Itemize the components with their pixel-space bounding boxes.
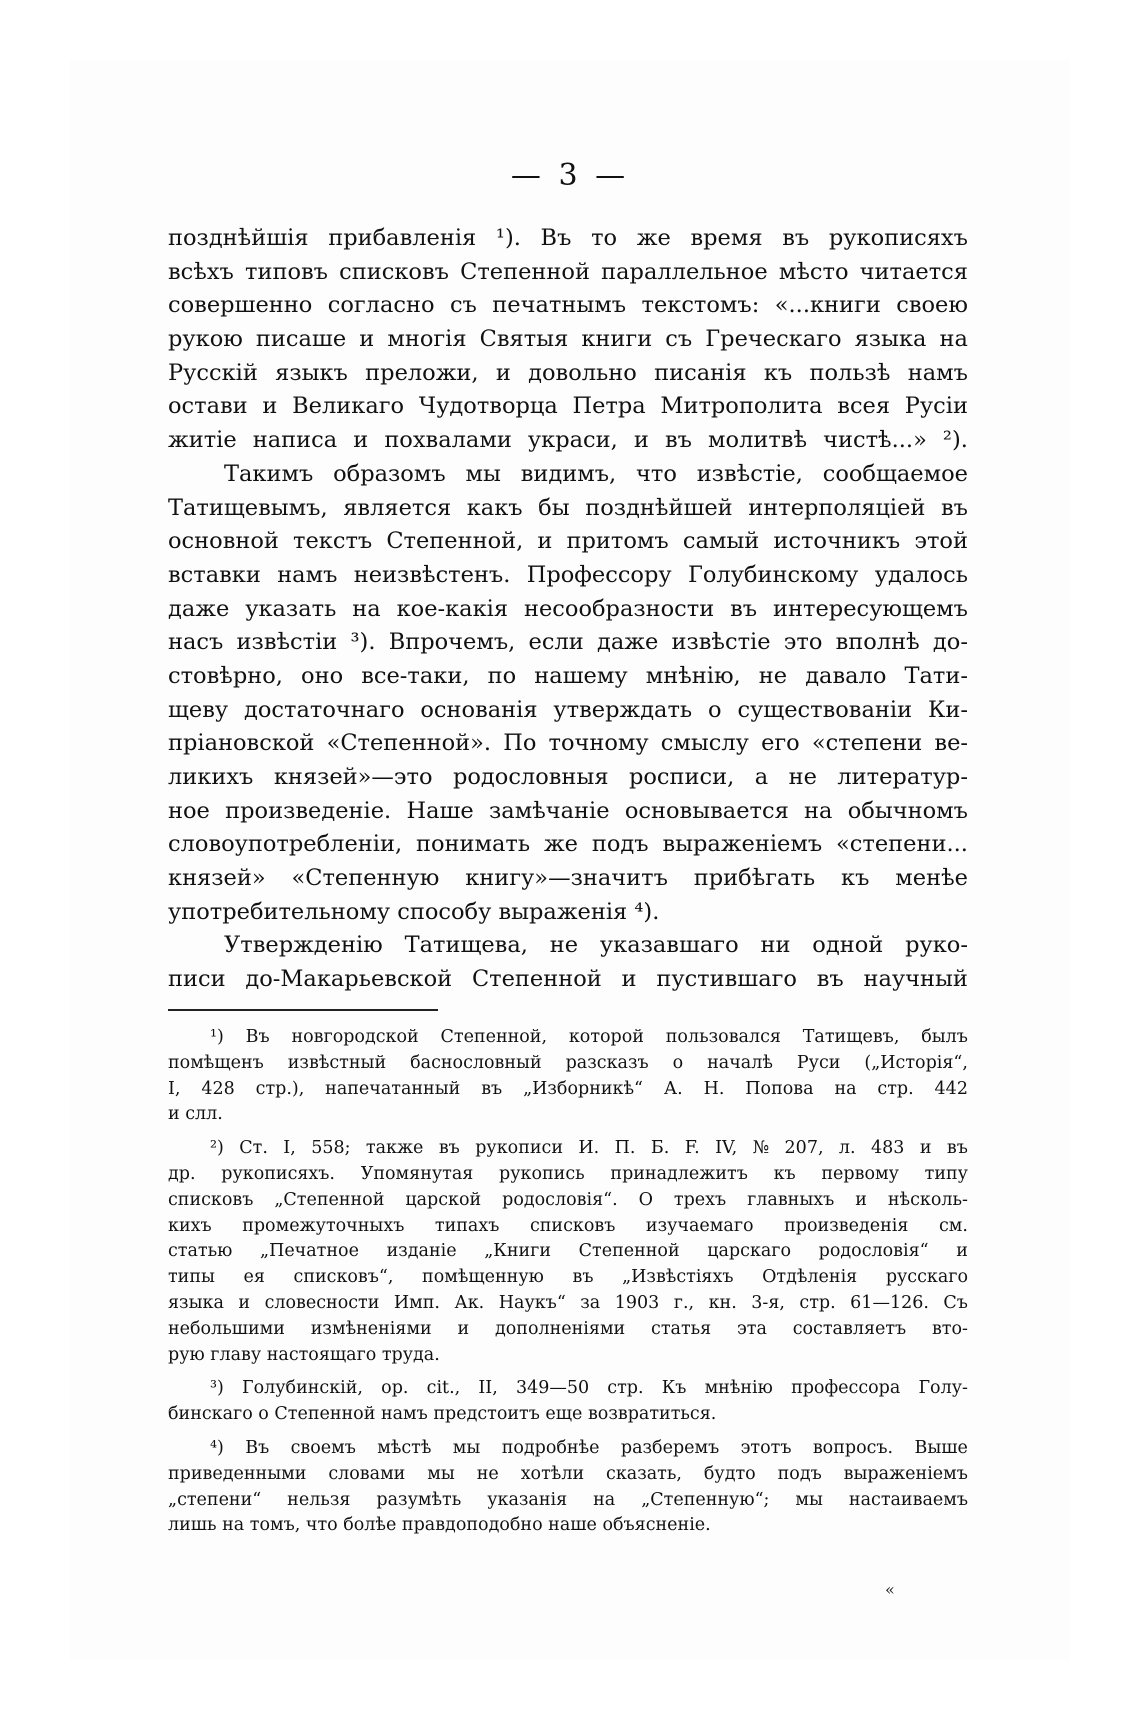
footnote-line: и слл.: [168, 1104, 223, 1125]
text-line: позднѣйшія прибавленія ¹). Въ то же время въ рукописяхъ: [168, 225, 968, 251]
text-line: словоупотребленіи, понимать же подъ выраженіемъ «степени...: [168, 831, 968, 858]
text-line: писи до-Макарьевской Степенной и пустившаго въ научный: [168, 966, 968, 993]
text-line: стовѣрно, оно все-таки, по нашему мнѣнію, не давало Тати-: [168, 662, 968, 689]
footnote-line: ²) Ст. I, 558; также въ рукописи И. П. Б. F. IV, № 207, л. 483 и въ: [210, 1138, 968, 1159]
text-line: пріановской «Степенной». По точному смыслу его «степени ве-: [168, 730, 968, 757]
text-line: рукою писаше и многія Святыя книги съ Греческаго языка на: [168, 326, 968, 353]
text-line: насъ извѣстіи ³). Впрочемъ, если даже извѣстіе это вполнѣ до-: [168, 629, 968, 656]
footnote-line: статью „Печатное изданіе „Книги Степенной царскаго родословія“ и: [168, 1241, 968, 1262]
text-line: ликихъ князей»—это родословныя росписи, а не литератур-: [168, 764, 968, 790]
page-number: — 3 —: [510, 158, 630, 193]
footnote-line: помѣщенъ извѣстный баснословный разсказъ о началѣ Руси („Исторія“,: [168, 1052, 968, 1073]
footnote-line: др. рукописяхъ. Упомянутая рукопись принадлежитъ къ первому типу: [168, 1163, 968, 1184]
text-line: совершенно согласно съ печатнымъ текстомъ: «...книги своею: [168, 292, 968, 319]
main-text: [168, 222, 968, 997]
text-line: житіе написа и похвалами украси, и въ молитвѣ чистѣ...» ²).: [168, 427, 968, 454]
footnote-line: ⁴) Въ своемъ мѣстѣ мы подробнѣе разберемъ этотъ вопросъ. Выше: [210, 1437, 968, 1458]
footnote-line: языка и словесности Имп. Ак. Наукъ“ за 1903 г., кн. 3-я, стр. 61—126. Съ: [168, 1292, 968, 1313]
text-line: остави и Великаго Чудотворца Петра Митрополита всея Русіи: [168, 393, 968, 420]
footnote-line: ¹) Въ новгородской Степенной, которой пользовался Татищевъ, былъ: [210, 1027, 968, 1047]
footnotes: [168, 1025, 968, 1539]
text-line: Татищевымъ, является какъ бы позднѣйшей интерполяціей въ: [168, 494, 968, 521]
text-line: Русскій языкъ преложи, и довольно писанія къ пользѣ намъ: [168, 359, 968, 386]
stray-print-mark: «: [885, 1580, 895, 1599]
text-line: вставки намъ неизвѣстенъ. Профессору Голубинскому удалось: [168, 561, 968, 588]
footnote-line: „степени“ нельзя разумѣть указанія на „Степенную“; мы настаиваемъ: [168, 1489, 968, 1510]
footnote-line: приведенными словами мы не хотѣли сказать, будто подъ выраженіемъ: [168, 1463, 968, 1484]
text-line: ное произведеніе. Наше замѣчаніе основывается на обычномъ: [168, 797, 968, 824]
text-line: Утвержденію Татищева, не указавшаго ни одной руко-: [224, 932, 968, 959]
text-line: князей» «Степенную книгу»—значитъ прибѣгать къ менѣе: [168, 865, 968, 892]
text-line: щеву достаточнаго основанія утверждать о существованіи Ки-: [168, 696, 968, 723]
footnote-line: ³) Голубинскій, op. cit., II, 349—50 стр. Къ мнѣнію профессора Голу-: [210, 1378, 968, 1399]
footnote-line: кихъ промежуточныхъ типахъ списковъ изучаемаго произведенія см.: [168, 1215, 968, 1236]
footnote-line: списковъ „Степенной царской родословія“. О трехъ главныхъ и нѣсколь-: [168, 1189, 968, 1210]
text-line: всѣхъ типовъ списковъ Степенной параллельное мѣсто читается: [168, 258, 968, 285]
footnote-separator: [168, 1009, 438, 1011]
footnote-line: небольшими измѣненіями и дополненіями статья эта составляетъ вто-: [168, 1318, 968, 1339]
text-line: даже указать на кое-какія несообразности въ интересующемъ: [168, 595, 968, 622]
footnote-line: рую главу настоящаго труда.: [168, 1344, 440, 1365]
footnote-line: бинскаго о Степенной намъ предстоитъ еще возвратиться.: [168, 1404, 717, 1425]
text-line: основной текстъ Степенной, и притомъ самый источникъ этой: [168, 528, 968, 555]
footnote-line: лишь на томъ, что болѣе правдоподобно наше объясненіе.: [168, 1515, 711, 1536]
text-line: употребительному способу выраженія ⁴).: [168, 898, 660, 925]
footnote-line: I, 428 стр.), напечатанный въ „Изборникѣ“ А. Н. Попова на стр. 442: [168, 1078, 968, 1099]
footnote-line: типы ея списковъ“, помѣщенную въ „Извѣстіяхъ Отдѣленія русскаго: [168, 1267, 968, 1288]
text-line: Такимъ образомъ мы видимъ, что извѣстіе, сообщаемое: [224, 460, 968, 487]
